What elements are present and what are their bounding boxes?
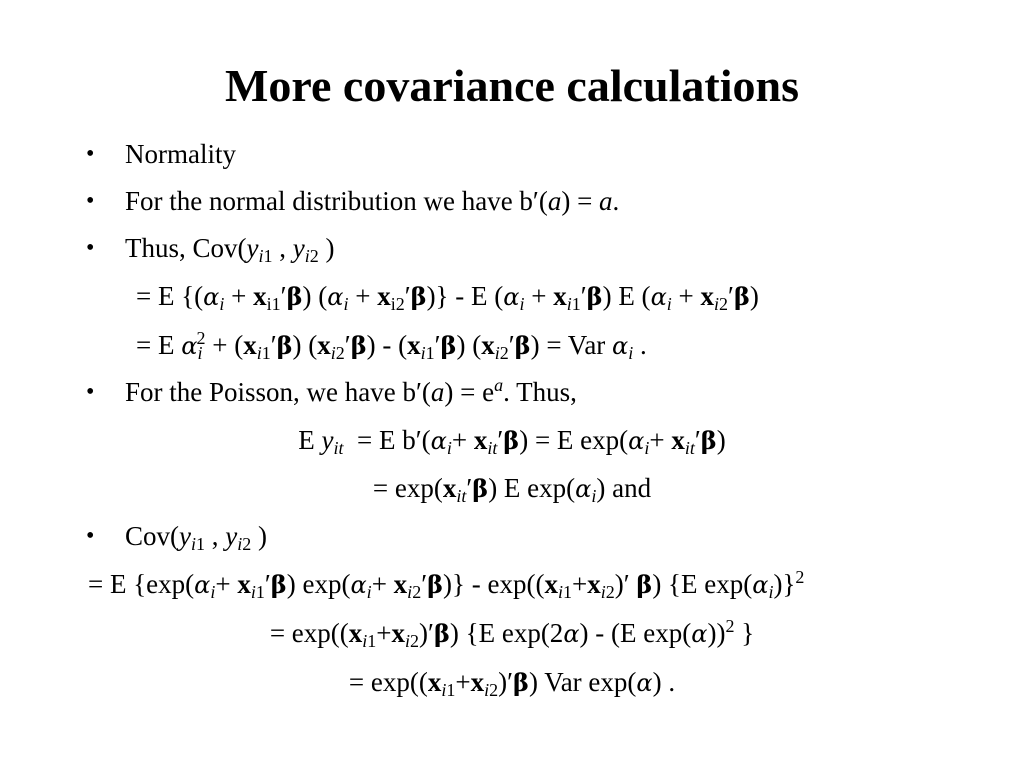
equation-line-var-alpha: = E $\alpha i^2 + (xi1'\beta)$ (xi2′β) - (xi1′β) (xi2′β) = Var αi . (136, 328, 647, 363)
text-line-cov: Cov(yi1 , yi2 ) (125, 521, 267, 554)
equation-line-cov-poisson: = E {exp(αi+ xi1′β) exp(αi+ xi2′β)} - exp((xi1+xi2)′ β) {E exp(αi)}$^2$ (88, 567, 805, 602)
text-line-poisson: For the Poisson, we have $b'(a) = e^a$. Thus, (125, 375, 577, 407)
text-line-normality: Normality (125, 139, 236, 169)
bullet-icon: • (86, 141, 95, 167)
equation-line-var-exp: = exp((xi1+xi2)′β) Var exp(α) . (348, 667, 676, 700)
bullet-icon: • (86, 523, 95, 549)
bullet-icon: • (86, 235, 95, 261)
equation-line-exp-2alpha: = exp((xi1+xi2)′β) {E exp(2α) - (E exp(α))$^2$ } (269, 616, 755, 651)
text-line-normal-distribution: For the normal distribution we have b′(a) = a. (125, 186, 620, 216)
equation-line-exp-and: = exp(xit′β) E exp(αi) and (372, 473, 652, 506)
page-title: More covariance calculations (224, 60, 799, 111)
equation-line-expectation: = E {(αi + xi1′β) (αi + xi2′β)} - E (αi + xi1′β) E (αi + xi2′β) (136, 281, 759, 314)
equation-line-e-yit: E yit = E b′(αi+ xit′β) = E exp(αi+ xit′β) (298, 425, 726, 458)
text-line-thus-cov: Thus, Cov(yi1 , yi2 ) (125, 233, 335, 266)
bullet-icon: • (86, 379, 95, 405)
bullet-icon: • (86, 188, 95, 214)
